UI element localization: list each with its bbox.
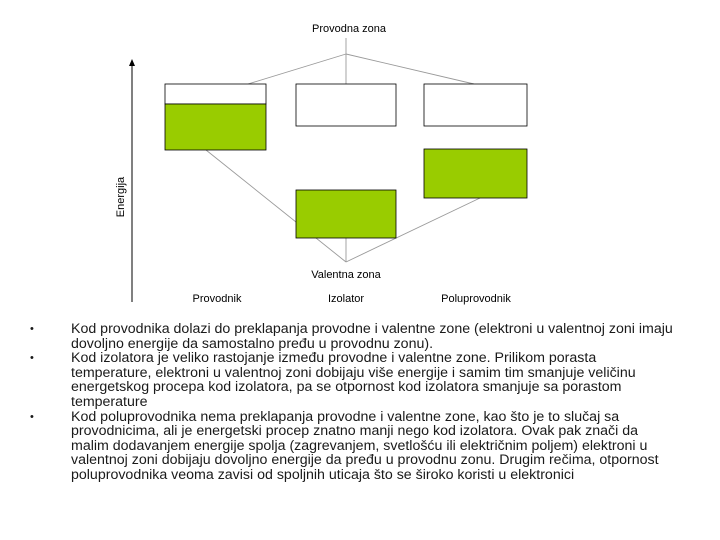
conductor-bands — [165, 84, 266, 150]
bullet-item — [30, 351, 675, 409]
bullet-text-insulator: Kod izolatora je veliko rastojanje između provodne i valentne zone. Prilikom porasta temperature, elektroni u valentnoj zoni dobijaju više energije i samim tim smanjuje veličinu energetskog procepa kod izolatora, pa se otpornost kod izolatora smanjuje sa porastom temperature — [71, 350, 636, 410]
bullet-text-semiconductor: Kod poluprovodnika nema preklapanja provodne i valentne zone, kao što je to slučaj sa provodnicima, ali je energetski procep znatno manji nego kod izolatora. Ovak pak znači da malim dodavanjem energije spolja (zagrevanjem, svetlošću ili električnim poljem) elektroni u valentnoj zoni dobijaju dovoljno energije da pređu u provodnu zonu. Drugim rečima, otpornost poluprovodnika veoma zavisi od spoljnih uticaja što se široko koristi u elektronici — [71, 408, 659, 483]
column-label-conductor: Provodnik — [192, 293, 242, 305]
semiconductor-bands — [424, 84, 527, 198]
bullet-text-conductor: Kod provodnika dolazi do preklapanja provodne i valentne zone (elektroni u valentnoj zoni imaju dovoljno energije da samostalno pređu u provodnu zonu). — [71, 321, 673, 352]
bullet-dot-icon: • — [30, 323, 34, 335]
semiconductor-conduction-band — [424, 84, 527, 126]
bullet-dot-icon: • — [30, 410, 34, 423]
bullet-item — [30, 410, 675, 483]
bullet-dot-icon: • — [30, 352, 34, 365]
bullet-list — [30, 322, 675, 483]
insulator-conduction-band — [296, 84, 396, 126]
energy-axis-arrow-icon — [129, 59, 135, 66]
column-label-semiconductor: Poluprovodnik — [441, 293, 511, 305]
conductor-conduction-band — [165, 84, 266, 104]
bullet-item — [30, 322, 675, 351]
semiconductor-valence-band — [424, 149, 527, 198]
valence-band-label: Valentna zona — [311, 269, 381, 281]
conductor-valence-band — [165, 104, 266, 150]
conduction-band-label: Provodna zona — [312, 23, 386, 35]
energy-axis-label: Energija — [115, 176, 127, 218]
insulator-valence-band — [296, 190, 396, 238]
column-label-insulator: Izolator — [327, 293, 365, 305]
insulator-bands — [296, 84, 396, 238]
